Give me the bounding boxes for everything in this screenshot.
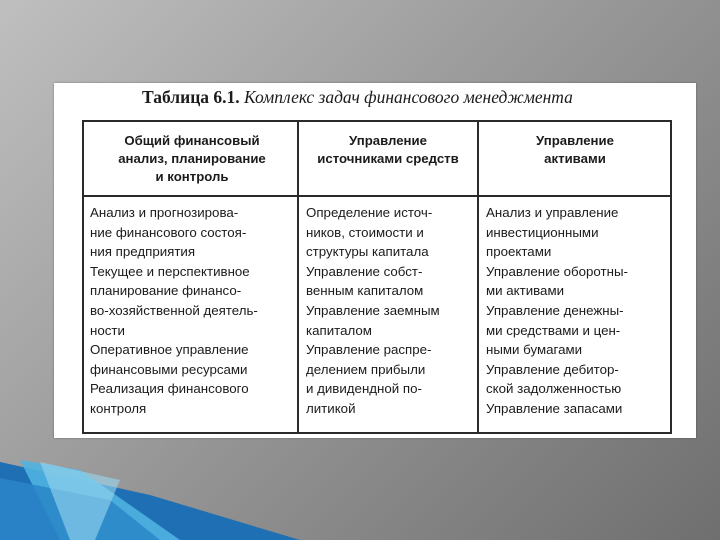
cell-line: ми активами	[486, 283, 565, 299]
header-cell-analysis	[90, 132, 294, 186]
cell-line: Управление запасами	[486, 400, 623, 416]
cell-line: финансовыми ресурсами	[90, 361, 248, 377]
header-line: Управление	[349, 133, 427, 148]
cell-line: Определение источ-	[306, 205, 433, 220]
cell-line: ния предприятия	[90, 244, 196, 260]
header-cell-assets	[482, 132, 668, 168]
header-line: Общий финансовый	[124, 133, 260, 148]
cell-line: Управление оборотны-	[486, 263, 628, 279]
header-line: и контроль	[155, 169, 229, 184]
header-line: активами	[544, 151, 606, 166]
cell-line: Оперативное управление	[90, 342, 249, 358]
wave-shape-highlight	[40, 462, 120, 540]
cell-line: Текущее и перспективное	[90, 263, 250, 279]
cell-line: во-хозяйственной деятель-	[90, 302, 258, 318]
column-divider	[297, 122, 299, 432]
table-title: Комплекс задач финансового менеджмента	[244, 87, 573, 107]
cell-line: ными бумагами	[486, 342, 583, 358]
cell-line: ние финансового состоя-	[90, 224, 247, 240]
header-divider	[84, 195, 670, 197]
column-divider	[477, 122, 479, 432]
cell-line: венным капиталом	[306, 283, 424, 299]
table-number: Таблица 6.1.	[142, 87, 240, 107]
tasks-table	[82, 120, 672, 434]
cell-line: Управление заемным	[306, 302, 440, 318]
cell-line: Управление собст-	[306, 263, 423, 279]
wave-shape-dark	[0, 462, 300, 540]
cell-line: структуры капитала	[306, 244, 429, 260]
cell-line: инвестиционными	[486, 224, 599, 240]
table-image-card	[54, 83, 696, 438]
cell-line: и дивидендной по-	[306, 381, 422, 397]
cell-line: Управление распре-	[306, 342, 432, 358]
body-cell-analysis	[90, 203, 292, 419]
header-line: Управление	[536, 133, 614, 148]
cell-line: Управление денежны-	[486, 302, 624, 318]
header-line: анализ, планирование	[118, 151, 266, 166]
cell-line: Управление дебитор-	[486, 361, 619, 377]
table-caption	[142, 87, 672, 108]
cell-line: ской задолженностью	[486, 381, 622, 397]
cell-line: планирование финансо-	[90, 283, 242, 299]
cell-line: ми средствами и цен-	[486, 322, 621, 338]
body-cell-assets	[486, 203, 666, 419]
wave-shape-mid	[0, 478, 160, 540]
cell-line: ников, стоимости и	[306, 224, 424, 240]
body-cell-sources	[306, 203, 470, 419]
cell-line: делением прибыли	[306, 361, 426, 377]
cell-line: контроля	[90, 400, 147, 416]
cell-line: проектами	[486, 244, 552, 260]
cell-line: Анализ и управление	[486, 205, 619, 220]
cell-line: литикой	[306, 400, 356, 416]
cell-line: Реализация финансового	[90, 381, 249, 397]
cell-line: Анализ и прогнозирова-	[90, 205, 239, 220]
header-cell-sources	[302, 132, 474, 168]
cell-line: ности	[90, 322, 125, 338]
cell-line: капиталом	[306, 322, 372, 338]
header-line: источниками средств	[317, 151, 459, 166]
wave-shape-light	[20, 460, 180, 540]
